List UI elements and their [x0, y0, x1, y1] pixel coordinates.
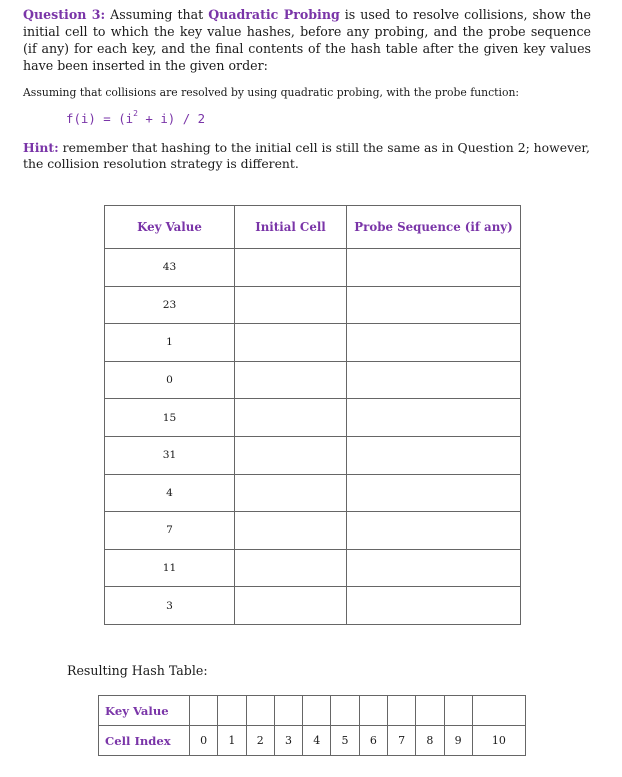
table-row	[105, 549, 521, 587]
probe-sequence-input[interactable]	[347, 324, 521, 362]
cell-index: 6	[359, 726, 387, 756]
cell-index: 1	[218, 726, 246, 756]
initial-cell-input[interactable]	[235, 399, 347, 437]
question-highlight: Quadratic Probing	[208, 7, 340, 22]
table-row	[105, 512, 521, 550]
key-cell: 11	[105, 549, 235, 587]
hint-label: Hint:	[23, 140, 59, 155]
key-cell: 31	[105, 436, 235, 474]
probe-sequence-input[interactable]	[347, 286, 521, 324]
hash-key-row	[99, 696, 526, 726]
table-row	[105, 324, 521, 362]
hash-key-cell[interactable]	[331, 696, 359, 726]
initial-cell-input[interactable]	[235, 324, 347, 362]
question-paragraph	[23, 6, 591, 74]
table-row	[105, 249, 521, 287]
probe-sequence-input[interactable]	[347, 549, 521, 587]
question-text-after: is used to resolve collisions, show the initial cell to which the key value hashes, before any probing, and the probe sequence (if any) for each key, and the final contents of the hash table after the given key values have been inserted in the given order:	[23, 7, 591, 73]
hash-key-cell[interactable]	[218, 696, 246, 726]
question-label: Question 3:	[23, 7, 106, 22]
hash-key-cell[interactable]	[303, 696, 331, 726]
key-cell: 3	[105, 587, 235, 625]
question-text-before: Assuming that	[105, 7, 209, 22]
hash-key-cell[interactable]	[274, 696, 302, 726]
key-cell: 23	[105, 286, 235, 324]
probe-sequence-input[interactable]	[347, 361, 521, 399]
resulting-hash-table-label: Resulting Hash Table:	[67, 663, 208, 678]
probe-sequence-input[interactable]	[347, 512, 521, 550]
cell-index: 10	[472, 726, 525, 756]
table-row	[105, 361, 521, 399]
initial-cell-input[interactable]	[235, 361, 347, 399]
cell-index: 9	[444, 726, 472, 756]
hash-table	[98, 695, 526, 756]
table-row	[105, 436, 521, 474]
key-cell: 43	[105, 249, 235, 287]
key-cell: 4	[105, 474, 235, 512]
probe-sequence-input[interactable]	[347, 587, 521, 625]
hint-paragraph	[23, 140, 603, 172]
key-cell: 1	[105, 324, 235, 362]
hash-key-cell[interactable]	[472, 696, 525, 726]
hash-key-cell[interactable]	[190, 696, 218, 726]
probe-sequence-input[interactable]	[347, 399, 521, 437]
formula-before: f(i) = (i	[66, 111, 134, 127]
header-key-value: Key Value	[105, 206, 235, 249]
formula-exponent: 2	[133, 109, 138, 118]
hash-key-cell[interactable]	[246, 696, 274, 726]
initial-cell-input[interactable]	[235, 249, 347, 287]
probe-sequence-input[interactable]	[347, 436, 521, 474]
initial-cell-input[interactable]	[235, 436, 347, 474]
hash-key-cell[interactable]	[444, 696, 472, 726]
initial-cell-input[interactable]	[235, 549, 347, 587]
table-row	[105, 474, 521, 512]
probe-formula	[66, 111, 205, 126]
cell-index: 0	[190, 726, 218, 756]
key-cell: 7	[105, 512, 235, 550]
initial-cell-input[interactable]	[235, 286, 347, 324]
key-cell: 15	[105, 399, 235, 437]
header-initial-cell: Initial Cell	[235, 206, 347, 249]
formula-after: + i) / 2	[137, 111, 206, 127]
cell-index: 4	[303, 726, 331, 756]
initial-cell-input[interactable]	[235, 512, 347, 550]
table-row	[105, 587, 521, 625]
cell-index: 2	[246, 726, 274, 756]
initial-cell-input[interactable]	[235, 474, 347, 512]
hash-index-row	[99, 726, 526, 756]
key-value-row-label: Key Value	[99, 696, 190, 726]
hash-key-cell[interactable]	[387, 696, 415, 726]
hash-key-cell[interactable]	[359, 696, 387, 726]
cell-index: 7	[387, 726, 415, 756]
cell-index: 3	[274, 726, 302, 756]
intro-text: Assuming that collisions are resolved by using quadratic probing, with the probe function:	[23, 86, 520, 99]
initial-cell-input[interactable]	[235, 587, 347, 625]
key-cell: 0	[105, 361, 235, 399]
hash-key-cell[interactable]	[416, 696, 444, 726]
cell-index: 5	[331, 726, 359, 756]
probe-sequence-input[interactable]	[347, 249, 521, 287]
probe-table-header-row	[105, 206, 521, 249]
cell-index-row-label: Cell Index	[99, 726, 190, 756]
probe-sequence-input[interactable]	[347, 474, 521, 512]
cell-index: 8	[416, 726, 444, 756]
probe-table	[104, 205, 521, 625]
table-row	[105, 286, 521, 324]
table-row	[105, 399, 521, 437]
hint-text: remember that hashing to the initial cell is still the same as in Question 2; however, the collision resolution strategy is different.	[23, 140, 590, 171]
header-probe-sequence: Probe Sequence (if any)	[347, 206, 521, 249]
